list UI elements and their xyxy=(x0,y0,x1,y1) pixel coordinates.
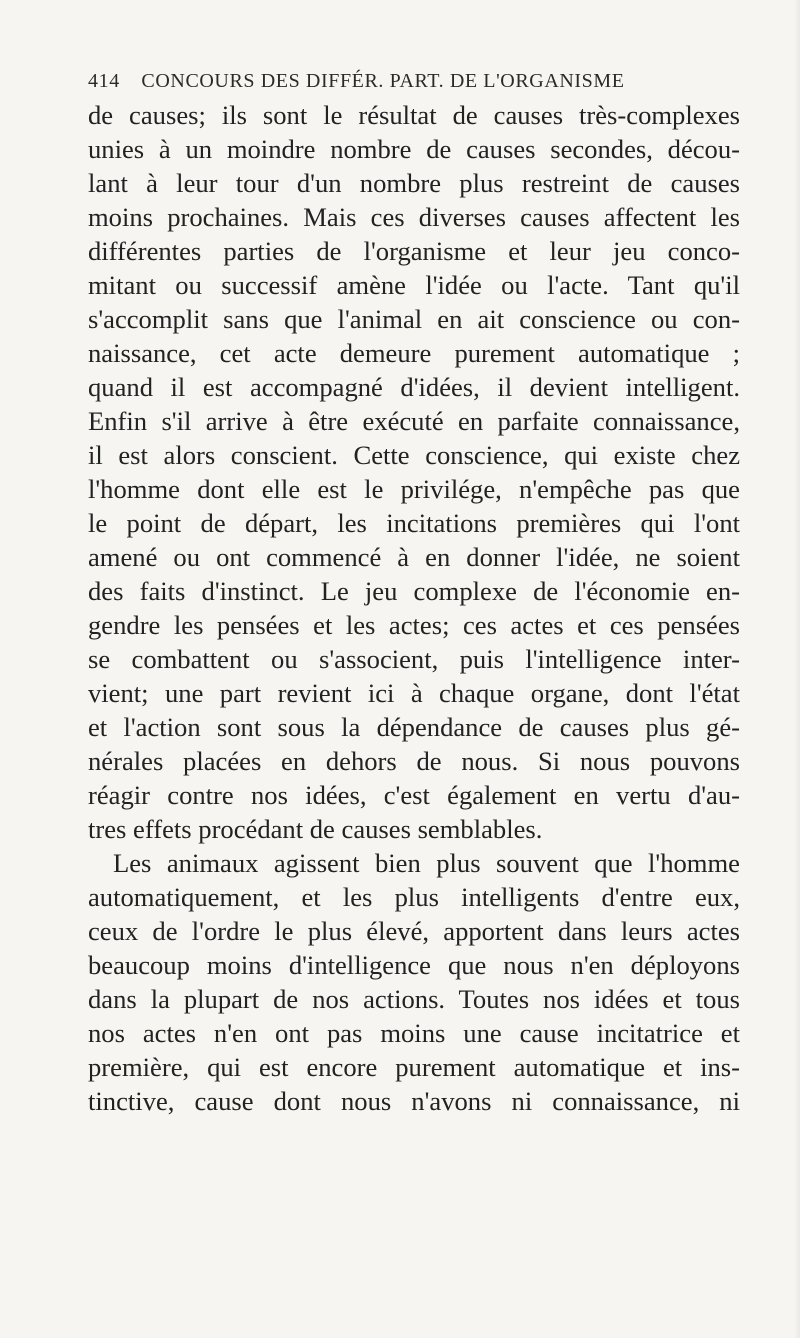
text-line: Enfin s'il arrive à être exécuté en parfaite connaissance, xyxy=(88,406,740,436)
text-line: et l'action sont sous la dépendance de causes plus gé- xyxy=(88,712,740,742)
running-title: CONCOURS DES DIFFÉR. PART. DE L'ORGANISME xyxy=(141,70,625,92)
text-line: amené ou ont commencé à en donner l'idée, ne soient xyxy=(88,542,740,572)
text-line: lant à leur tour d'un nombre plus restreint de causes xyxy=(88,168,740,198)
text-line: des faits d'instinct. Le jeu complexe de l'économie en- xyxy=(88,576,740,606)
text-line: se combattent ou s'associent, puis l'intelligence inter- xyxy=(88,644,740,674)
text-line: moins prochaines. Mais ces diverses causes affectent les xyxy=(88,202,740,232)
text-line: unies à un moindre nombre de causes secondes, décou- xyxy=(88,134,740,164)
text-line: mitant ou successif amène l'idée ou l'acte. Tant qu'il xyxy=(88,270,740,300)
page-edge-shadow xyxy=(794,0,800,1338)
body-text xyxy=(88,98,740,1118)
text-line: quand il est accompagné d'idées, il devient intelligent. xyxy=(88,372,740,402)
text-line: de causes; ils sont le résultat de causes très-complexes xyxy=(88,100,740,130)
text-line: naissance, cet acte demeure purement automatique ; xyxy=(88,338,740,368)
text-line: première, qui est encore purement automatique et ins- xyxy=(88,1052,740,1082)
text-line: réagir contre nos idées, c'est également en vertu d'au- xyxy=(88,780,740,810)
running-header xyxy=(88,70,728,98)
paragraph-start-line: Les animaux agissent bien plus souvent que l'homme xyxy=(113,848,740,878)
text-line: gendre les pensées et les actes; ces actes et ces pensées xyxy=(88,610,740,640)
text-line: dans la plupart de nos actions. Toutes nos idées et tous xyxy=(88,984,740,1014)
page-number: 414 xyxy=(88,70,120,92)
text-line: nos actes n'en ont pas moins une cause incitatrice et xyxy=(88,1018,740,1048)
text-line: tinctive, cause dont nous n'avons ni connaissance, ni xyxy=(88,1086,740,1116)
text-line: ceux de l'ordre le plus élevé, apportent dans leurs actes xyxy=(88,916,740,946)
text-line: le point de départ, les incitations premières qui l'ont xyxy=(88,508,740,538)
text-line: différentes parties de l'organisme et leur jeu conco- xyxy=(88,236,740,266)
text-line: il est alors conscient. Cette conscience, qui existe chez xyxy=(88,440,740,470)
text-line: s'accomplit sans que l'animal en ait conscience ou con- xyxy=(88,304,740,334)
text-line: beaucoup moins d'intelligence que nous n'en déployons xyxy=(88,950,740,980)
text-line: vient; une part revient ici à chaque organe, dont l'état xyxy=(88,678,740,708)
paragraph-end-line: tres effets procédant de causes semblables. xyxy=(88,814,543,844)
text-line: nérales placées en dehors de nous. Si nous pouvons xyxy=(88,746,740,776)
text-line: l'homme dont elle est le privilége, n'empêche pas que xyxy=(88,474,740,504)
text-line: automatiquement, et les plus intelligents d'entre eux, xyxy=(88,882,740,912)
